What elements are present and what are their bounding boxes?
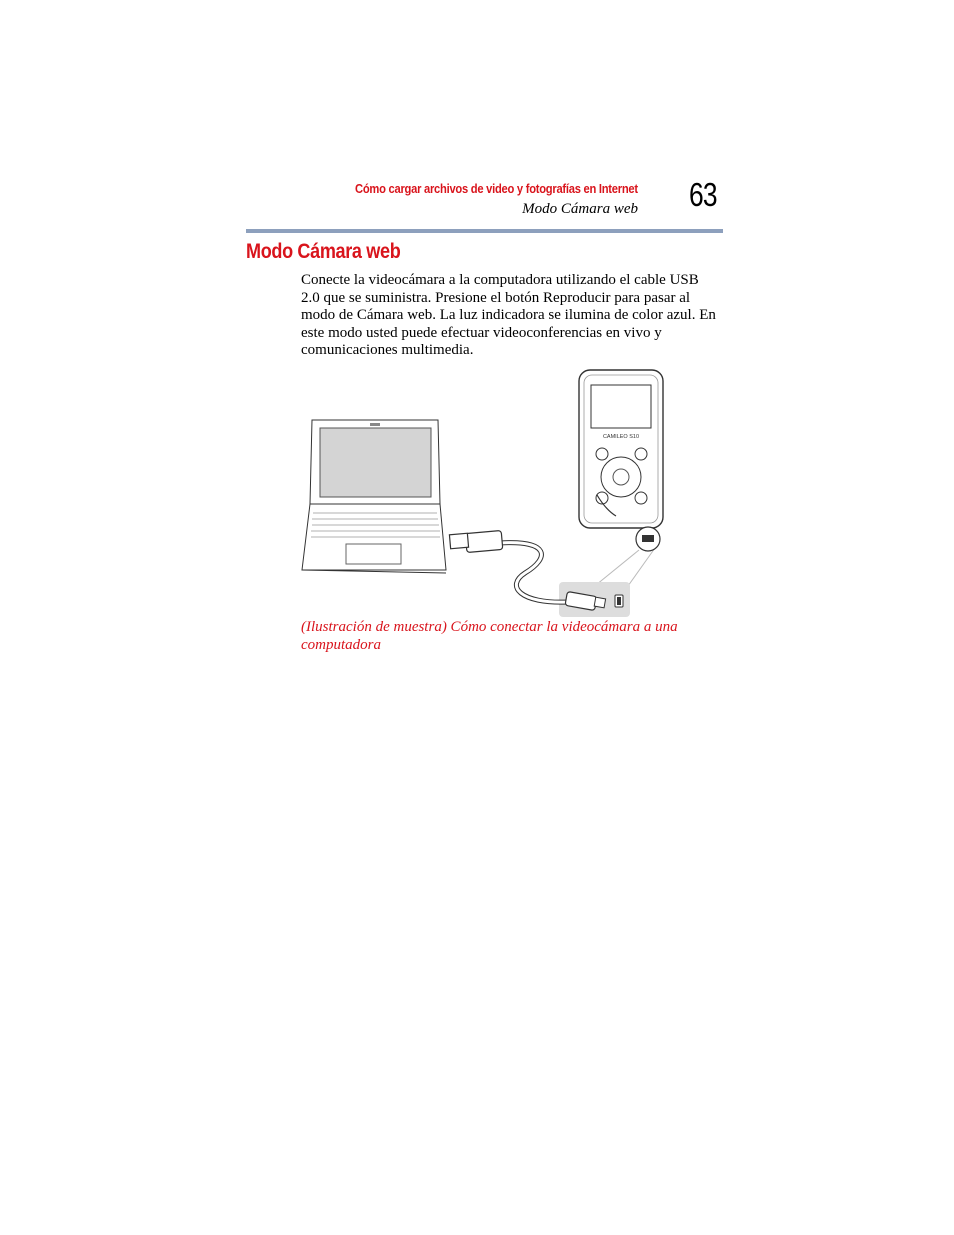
- camera-brand-label: CAMILEO S10: [602, 434, 640, 440]
- section-heading: Modo Cámara web: [246, 240, 401, 263]
- laptop-camera-connection-illustration: [300, 368, 665, 618]
- header-rule: [246, 229, 723, 233]
- section-subtitle: Modo Cámara web: [522, 201, 638, 217]
- body-paragraph: Conecte la videocámara a la computadora utilizando el cable USB 2.0 que se suministra. Presione el botón Reproducir para pasar al modo de Cámara web. La luz indicadora se ilumina de color azul. En este modo usted puede efectuar videoconferencias en vivo y comunicaciones multimedia.: [301, 272, 716, 358]
- page-number: 63: [689, 176, 717, 213]
- laptop-icon: [302, 420, 446, 573]
- chapter-title: Cómo cargar archivos de video y fotografías en Internet: [355, 181, 638, 196]
- usb-cable-icon: [449, 530, 623, 610]
- figure-caption: (Ilustración de muestra) Cómo conectar la videocámara a una computadora: [301, 619, 678, 653]
- camcorder-icon: [579, 370, 663, 528]
- illustration: [300, 368, 665, 618]
